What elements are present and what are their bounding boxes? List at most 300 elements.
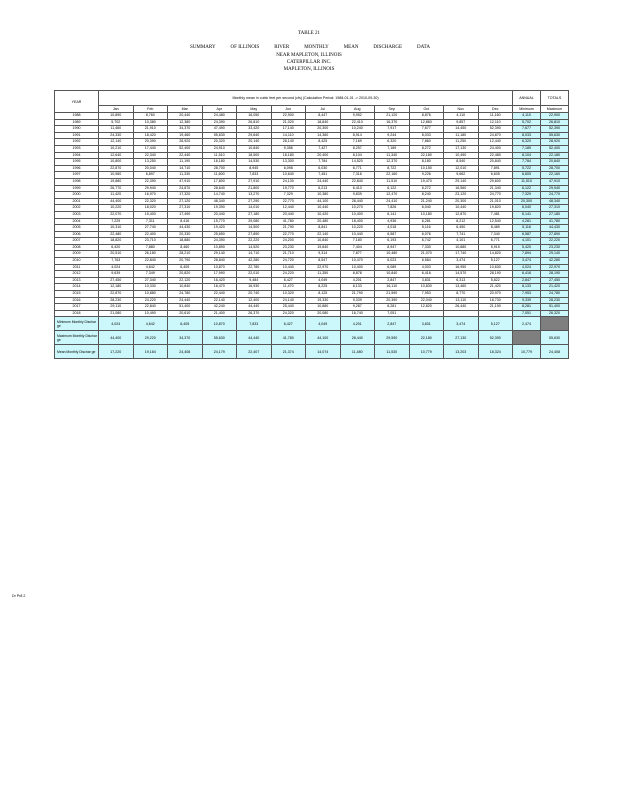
value-cell: 24,320 bbox=[271, 310, 306, 317]
value-cell: 7,953 bbox=[409, 291, 444, 298]
annual-max-cell: 28,700 bbox=[541, 165, 569, 172]
value-cell: 22,840 bbox=[340, 178, 375, 185]
value-cell: 6,771 bbox=[478, 238, 513, 245]
value-cell: 9,314 bbox=[306, 251, 341, 258]
value-cell: 10,470 bbox=[340, 258, 375, 265]
value-cell: 16,970 bbox=[133, 192, 168, 199]
value-cell: 22,480 bbox=[99, 231, 134, 238]
value-cell: 5,127 bbox=[478, 258, 513, 265]
stat-value-cell: 21,374 bbox=[271, 345, 306, 359]
value-cell: 7,741 bbox=[444, 231, 479, 238]
value-cell: 8,489 bbox=[478, 225, 513, 232]
value-cell: 22,040 bbox=[409, 297, 444, 304]
value-cell: 27,310 bbox=[168, 205, 203, 212]
annual-min-cell: 6,587 bbox=[513, 231, 541, 238]
year-cell: 1990 bbox=[55, 126, 99, 133]
value-cell: 10,880 bbox=[306, 304, 341, 311]
value-cell: 12,870 bbox=[444, 211, 479, 218]
value-cell: 22,220 bbox=[237, 238, 272, 245]
value-cell: 24,780 bbox=[168, 291, 203, 298]
year-cell: 1995 bbox=[55, 159, 99, 166]
value-cell: 22,870 bbox=[99, 165, 134, 172]
table-row bbox=[55, 178, 569, 185]
value-cell: 20,140 bbox=[237, 139, 272, 146]
year-cell: 2012 bbox=[55, 271, 99, 278]
value-cell: 12,820 bbox=[409, 304, 444, 311]
value-cell: 9,356 bbox=[271, 145, 306, 152]
value-cell: 7,311 bbox=[133, 218, 168, 225]
value-cell: 8,914 bbox=[340, 132, 375, 139]
value-cell: 6,587 bbox=[375, 231, 410, 238]
value-cell: 11,160 bbox=[478, 113, 513, 120]
table-row bbox=[55, 159, 569, 166]
value-cell bbox=[478, 310, 513, 317]
year-cell: 1994 bbox=[55, 152, 99, 159]
year-cell: 2006 bbox=[55, 231, 99, 238]
stat-value-cell: 5,127 bbox=[478, 317, 513, 331]
value-cell bbox=[444, 310, 479, 317]
annual-min-cell: 4,101 bbox=[513, 238, 541, 245]
value-cell: 24,480 bbox=[202, 113, 237, 120]
value-cell: 14,570 bbox=[444, 271, 479, 278]
value-cell: 20,480 bbox=[306, 218, 341, 225]
value-cell: 10,840 bbox=[375, 271, 410, 278]
value-cell: 7,451 bbox=[306, 172, 341, 179]
value-cell: 16,050 bbox=[237, 113, 272, 120]
value-cell: 10,440 bbox=[444, 205, 479, 212]
annual-max-cell: 24,780 bbox=[541, 291, 569, 298]
value-cell: 7,180 bbox=[340, 238, 375, 245]
value-cell: 20,740 bbox=[237, 291, 272, 298]
value-cell: 11,190 bbox=[168, 159, 203, 166]
value-cell: 2,847 bbox=[375, 277, 410, 284]
year-cell: 1998 bbox=[55, 178, 99, 185]
stat-value-cell: 3,474 bbox=[444, 317, 479, 331]
value-cell: 18,020 bbox=[133, 205, 168, 212]
value-cell: 21,010 bbox=[478, 198, 513, 205]
table-row bbox=[55, 231, 569, 238]
value-cell: 9,339 bbox=[340, 297, 375, 304]
stat-value-cell: 55,630 bbox=[202, 331, 237, 345]
value-cell: 20,440 bbox=[168, 113, 203, 120]
value-cell: 10,830 bbox=[409, 284, 444, 291]
value-cell: 12,010 bbox=[444, 165, 479, 172]
value-cell: 9,839 bbox=[340, 192, 375, 199]
value-cell: 22,840 bbox=[133, 304, 168, 311]
value-cell: 3,474 bbox=[444, 258, 479, 265]
annual-min-cell: 4,024 bbox=[513, 264, 541, 271]
value-cell: 4,024 bbox=[99, 264, 134, 271]
stat-max-cell: 24,408 bbox=[541, 345, 569, 359]
value-cell: 8,760 bbox=[133, 113, 168, 120]
value-cell: 42,240 bbox=[202, 304, 237, 311]
value-cell: 22,410 bbox=[340, 119, 375, 126]
value-cell: 10,890 bbox=[202, 244, 237, 251]
value-cell: 19,470 bbox=[409, 178, 444, 185]
annual-min-cell: 6,141 bbox=[513, 211, 541, 218]
value-cell: 19,840 bbox=[306, 244, 341, 251]
value-cell: 5,702 bbox=[99, 119, 134, 126]
annual-min-cell: 7,677 bbox=[513, 126, 541, 133]
annual-max-cell: 51,400 bbox=[541, 304, 569, 311]
value-cell: 6,030 bbox=[306, 165, 341, 172]
value-cell: 13,460 bbox=[444, 284, 479, 291]
value-cell: 4,201 bbox=[340, 277, 375, 284]
month-header: Jul bbox=[306, 106, 341, 113]
year-cell: 2009 bbox=[55, 251, 99, 258]
annual-min-cell: 6,605 bbox=[513, 172, 541, 179]
value-cell: 10,880 bbox=[133, 291, 168, 298]
stat-value-cell: 24,179 bbox=[202, 345, 237, 359]
value-cell: 6,141 bbox=[375, 211, 410, 218]
annual-min-cell: 20,300 bbox=[513, 198, 541, 205]
value-cell: 47,910 bbox=[168, 178, 203, 185]
annual-min-cell: 5,722 bbox=[513, 165, 541, 172]
value-cell: 8,770 bbox=[444, 291, 479, 298]
value-cell: 18,820 bbox=[99, 238, 134, 245]
value-cell: 24,220 bbox=[133, 297, 168, 304]
stat-label: Mean Monthly Dischar ge bbox=[55, 345, 99, 359]
discharge-table bbox=[54, 90, 569, 359]
value-cell: 6,023 bbox=[375, 258, 410, 265]
value-cell: 28,230 bbox=[99, 297, 134, 304]
value-cell: 14,500 bbox=[237, 225, 272, 232]
value-cell: 21,400 bbox=[202, 310, 237, 317]
value-cell: 6,410 bbox=[340, 185, 375, 192]
value-cell: 22,870 bbox=[99, 291, 134, 298]
value-cell: 44,430 bbox=[168, 225, 203, 232]
value-cell: 41,780 bbox=[271, 218, 306, 225]
stat-min-cell: 10,779 bbox=[513, 345, 541, 359]
value-cell: 14,740 bbox=[202, 192, 237, 199]
value-cell: 17,800 bbox=[202, 178, 237, 185]
annual-max-cell: 44,430 bbox=[541, 225, 569, 232]
value-cell: 52,390 bbox=[478, 126, 513, 133]
value-cell: 18,880 bbox=[168, 238, 203, 245]
year-cell: 1999 bbox=[55, 185, 99, 192]
annual-max-cell: 48,340 bbox=[541, 198, 569, 205]
value-cell: 15,770 bbox=[202, 218, 237, 225]
year-cell: 1996 bbox=[55, 165, 99, 172]
annual-max-cell: 42,280 bbox=[541, 258, 569, 265]
value-cell: 20,840 bbox=[478, 159, 513, 166]
value-cell: 27,740 bbox=[133, 225, 168, 232]
value-cell: 5,915 bbox=[478, 244, 513, 251]
annual-max-cell: 28,190 bbox=[541, 271, 569, 278]
value-cell: 27,180 bbox=[237, 211, 272, 218]
value-cell: 11,460 bbox=[99, 126, 134, 133]
value-cell: 21,590 bbox=[375, 291, 410, 298]
value-cell: 6,213 bbox=[306, 185, 341, 192]
year-cell: 1988 bbox=[55, 113, 99, 120]
table-row bbox=[55, 291, 569, 298]
value-cell: 9,857 bbox=[444, 119, 479, 126]
value-cell: 11,340 bbox=[375, 152, 410, 159]
value-cell: 14,110 bbox=[271, 132, 306, 139]
value-cell: 24,400 bbox=[478, 145, 513, 152]
value-cell: 21,070 bbox=[409, 251, 444, 258]
value-cell: 10,270 bbox=[340, 205, 375, 212]
annual-max-cell: 52,400 bbox=[541, 145, 569, 152]
value-cell: 24,410 bbox=[375, 198, 410, 205]
annual-min-cell: 7,953 bbox=[513, 291, 541, 298]
title-word: RIVER bbox=[274, 45, 290, 50]
value-cell: 28,920 bbox=[168, 139, 203, 146]
value-cell: 22,140 bbox=[306, 231, 341, 238]
value-cell: 28,210 bbox=[168, 251, 203, 258]
stat-max-cell bbox=[541, 317, 569, 331]
annual-min-cell: 5,420 bbox=[513, 244, 541, 251]
table-row bbox=[55, 251, 569, 258]
year-cell: 2015 bbox=[55, 291, 99, 298]
table-row bbox=[55, 277, 569, 284]
value-cell: 18,470 bbox=[202, 284, 237, 291]
value-cell: 9,226 bbox=[409, 172, 444, 179]
value-cell: 22,770 bbox=[271, 198, 306, 205]
title-word: OF ILLINOIS bbox=[230, 45, 260, 50]
value-cell: 24,330 bbox=[99, 132, 134, 139]
value-cell: 16,370 bbox=[375, 119, 410, 126]
value-cell: 14,520 bbox=[340, 159, 375, 166]
value-cell: 29,080 bbox=[237, 218, 272, 225]
year-cell: 2008 bbox=[55, 244, 99, 251]
annual-max-cell: 47,910 bbox=[541, 178, 569, 185]
value-cell: 10,400 bbox=[340, 264, 375, 271]
value-cell: 11,510 bbox=[202, 152, 237, 159]
value-cell: 16,740 bbox=[340, 310, 375, 317]
value-cell: 28,840 bbox=[202, 258, 237, 265]
annual-min-cell: 5,116 bbox=[513, 225, 541, 232]
value-cell: 6,405 bbox=[168, 264, 203, 271]
year-cell: 2016 bbox=[55, 297, 99, 304]
value-cell: 10,440 bbox=[306, 205, 341, 212]
value-cell: 4,101 bbox=[444, 238, 479, 245]
value-cell: 8,425 bbox=[306, 139, 341, 146]
value-cell: 21,120 bbox=[375, 113, 410, 120]
page-footer: Dr Pr8 2 bbox=[12, 594, 26, 598]
value-cell: 7,349 bbox=[133, 271, 168, 278]
value-cell: 22,440 bbox=[168, 152, 203, 159]
value-cell: 22,160 bbox=[375, 172, 410, 179]
stat-value-cell: 52,390 bbox=[478, 331, 513, 345]
annual-max-cell: 23,230 bbox=[541, 244, 569, 251]
value-cell: 27,910 bbox=[237, 178, 272, 185]
value-cell: 13,300 bbox=[271, 159, 306, 166]
annual-max-cell: 27,890 bbox=[541, 231, 569, 238]
stat-value-cell: 22,407 bbox=[237, 345, 272, 359]
value-cell: 11,250 bbox=[444, 139, 479, 146]
value-cell: 28,190 bbox=[478, 271, 513, 278]
value-cell: 14,360 bbox=[306, 132, 341, 139]
table-row bbox=[55, 284, 569, 291]
value-cell: 17,130 bbox=[444, 145, 479, 152]
value-cell: 29,600 bbox=[478, 178, 513, 185]
value-cell: 22,970 bbox=[306, 264, 341, 271]
value-cell: 24,910 bbox=[202, 145, 237, 152]
value-cell: 52,400 bbox=[168, 145, 203, 152]
value-cell: 6,272 bbox=[409, 185, 444, 192]
stat-value-cell: 13,203 bbox=[444, 345, 479, 359]
value-cell: 10,490 bbox=[133, 310, 168, 317]
value-cell: 55,630 bbox=[202, 132, 237, 139]
owner-line: CATERPILLAR INC. bbox=[286, 60, 332, 65]
year-cell: 2003 bbox=[55, 211, 99, 218]
annual-min-cell: 8,133 bbox=[513, 284, 541, 291]
value-cell: 21,080 bbox=[99, 310, 134, 317]
stat-label: Maximum Monthly Dischar ge bbox=[55, 331, 99, 345]
stat-value-cell: 7,833 bbox=[237, 317, 272, 331]
value-cell: 17,140 bbox=[271, 126, 306, 133]
annual-max-cell: 22,160 bbox=[541, 172, 569, 179]
value-cell: 12,640 bbox=[99, 152, 134, 159]
value-cell: 13,110 bbox=[444, 297, 479, 304]
value-cell: 25,440 bbox=[271, 304, 306, 311]
annual-max-cell: 52,390 bbox=[541, 126, 569, 133]
value-cell: 14,520 bbox=[237, 244, 272, 251]
value-cell: 44,440 bbox=[237, 304, 272, 311]
value-cell: 20,390 bbox=[375, 297, 410, 304]
annual-min-cell: 8,281 bbox=[513, 304, 541, 311]
value-cell: 7,340 bbox=[478, 231, 513, 238]
value-cell: 8,225 bbox=[306, 284, 341, 291]
annual-max-cell: 27,310 bbox=[541, 205, 569, 212]
value-cell: 10,180 bbox=[409, 211, 444, 218]
value-cell: 11,600 bbox=[202, 172, 237, 179]
stat-value-cell: 10,779 bbox=[409, 345, 444, 359]
value-cell: 7,427 bbox=[306, 145, 341, 152]
value-cell: 9,287 bbox=[340, 304, 375, 311]
year-cell: 1992 bbox=[55, 139, 99, 146]
value-cell: 21,340 bbox=[478, 185, 513, 192]
value-cell: 21,190 bbox=[478, 304, 513, 311]
annual-min-cell: 7,329 bbox=[513, 192, 541, 199]
value-cell: 4,003 bbox=[409, 264, 444, 271]
value-cell: 6,076 bbox=[409, 231, 444, 238]
value-cell: 9,662 bbox=[444, 172, 479, 179]
annual-max-cell: 26,810 bbox=[541, 119, 569, 126]
stat-value-cell: 11,480 bbox=[340, 345, 375, 359]
stat-value-cell: 34,370 bbox=[168, 331, 203, 345]
value-cell: 6,771 bbox=[340, 165, 375, 172]
title-word: MONTHLY bbox=[304, 45, 329, 50]
month-header: Mar bbox=[168, 106, 203, 113]
value-cell: 6,281 bbox=[409, 218, 444, 225]
value-cell: 16,950 bbox=[444, 264, 479, 271]
value-cell: 22,480 bbox=[478, 152, 513, 159]
value-cell: 19,770 bbox=[271, 185, 306, 192]
value-cell: 8,722 bbox=[375, 165, 410, 172]
stat-row bbox=[55, 331, 569, 345]
value-cell: 10,890 bbox=[99, 113, 134, 120]
annual-max-cell: 22,970 bbox=[541, 264, 569, 271]
table-row bbox=[55, 172, 569, 179]
annual-min-cell: 2,847 bbox=[513, 277, 541, 284]
stat-value-cell: 29,220 bbox=[133, 331, 168, 345]
value-cell: 10,440 bbox=[340, 231, 375, 238]
value-cell: 20,040 bbox=[133, 165, 168, 172]
value-cell: 9,484 bbox=[237, 277, 272, 284]
value-cell: 24,720 bbox=[271, 258, 306, 265]
table-row bbox=[55, 185, 569, 192]
value-cell: 17,440 bbox=[133, 145, 168, 152]
value-cell: 33,420 bbox=[237, 126, 272, 133]
year-cell: 2014 bbox=[55, 284, 99, 291]
value-cell: 6,742 bbox=[409, 238, 444, 245]
value-cell: 16,180 bbox=[202, 159, 237, 166]
stat-value-cell: 29,590 bbox=[375, 331, 410, 345]
value-cell: 7,229 bbox=[99, 218, 134, 225]
value-cell: 4,110 bbox=[444, 113, 479, 120]
value-cell: 28,700 bbox=[202, 165, 237, 172]
value-cell: 22,400 bbox=[133, 231, 168, 238]
value-cell: 8,281 bbox=[375, 304, 410, 311]
annual-min-cell: 6,416 bbox=[513, 271, 541, 278]
stat-value-cell: 44,400 bbox=[99, 331, 134, 345]
value-cell: 20,330 bbox=[168, 231, 203, 238]
annual-max-cell: 41,780 bbox=[541, 218, 569, 225]
value-cell: 11,420 bbox=[99, 192, 134, 199]
annual-min-cell: 8,033 bbox=[513, 132, 541, 139]
value-cell: 44,100 bbox=[306, 198, 341, 205]
value-cell: 10,330 bbox=[133, 284, 168, 291]
value-cell: 13,250 bbox=[133, 159, 168, 166]
annual-min-cell: 7,784 bbox=[513, 159, 541, 166]
value-cell: 8,104 bbox=[340, 152, 375, 159]
value-cell: 6,098 bbox=[271, 165, 306, 172]
table-row bbox=[55, 297, 569, 304]
value-cell: 14,010 bbox=[237, 205, 272, 212]
value-cell: 7,833 bbox=[237, 172, 272, 179]
stat-value-cell: 4,024 bbox=[99, 317, 134, 331]
value-cell: 11,330 bbox=[168, 172, 203, 179]
value-cell: 8,212 bbox=[444, 218, 479, 225]
stat-value-cell: 41,780 bbox=[271, 331, 306, 345]
value-cell: 10,960 bbox=[99, 172, 134, 179]
value-cell: 28,140 bbox=[271, 139, 306, 146]
value-cell: 8,447 bbox=[306, 113, 341, 120]
value-cell: 17,740 bbox=[444, 251, 479, 258]
annual-max-cell: 28,230 bbox=[541, 297, 569, 304]
value-cell: 20,440 bbox=[202, 211, 237, 218]
value-cell: 26,370 bbox=[237, 310, 272, 317]
value-cell: 7,189 bbox=[375, 145, 410, 152]
value-cell: 10,490 bbox=[444, 152, 479, 159]
stat-min-cell bbox=[513, 331, 541, 345]
value-cell: 20,400 bbox=[306, 152, 341, 159]
annual-max-cell: 26,320 bbox=[541, 310, 569, 317]
value-cell: 10,420 bbox=[306, 211, 341, 218]
value-cell: 10,800 bbox=[99, 159, 134, 166]
annual-max-cell: 24,770 bbox=[541, 192, 569, 199]
annual-max-cell: 22,220 bbox=[541, 238, 569, 245]
value-cell: 10,840 bbox=[168, 284, 203, 291]
annual-min-cell: 9,339 bbox=[513, 297, 541, 304]
value-cell: 24,390 bbox=[202, 119, 237, 126]
annual-max-cell: 22,180 bbox=[541, 152, 569, 159]
value-cell: 8,878 bbox=[340, 271, 375, 278]
year-cell: 2013 bbox=[55, 277, 99, 284]
annual-min-cell: 7,051 bbox=[513, 310, 541, 317]
value-cell: 29,140 bbox=[444, 178, 479, 185]
value-cell: 26,770 bbox=[99, 185, 134, 192]
stat-value-cell: 24,408 bbox=[168, 345, 203, 359]
annual-min-cell: 3,474 bbox=[513, 258, 541, 265]
value-cell: 21,910 bbox=[133, 126, 168, 133]
value-cell: 6,416 bbox=[409, 271, 444, 278]
stat-value-cell: 27,130 bbox=[444, 331, 479, 345]
year-cell: 2011 bbox=[55, 264, 99, 271]
annual-min-cell: 4,281 bbox=[513, 218, 541, 225]
